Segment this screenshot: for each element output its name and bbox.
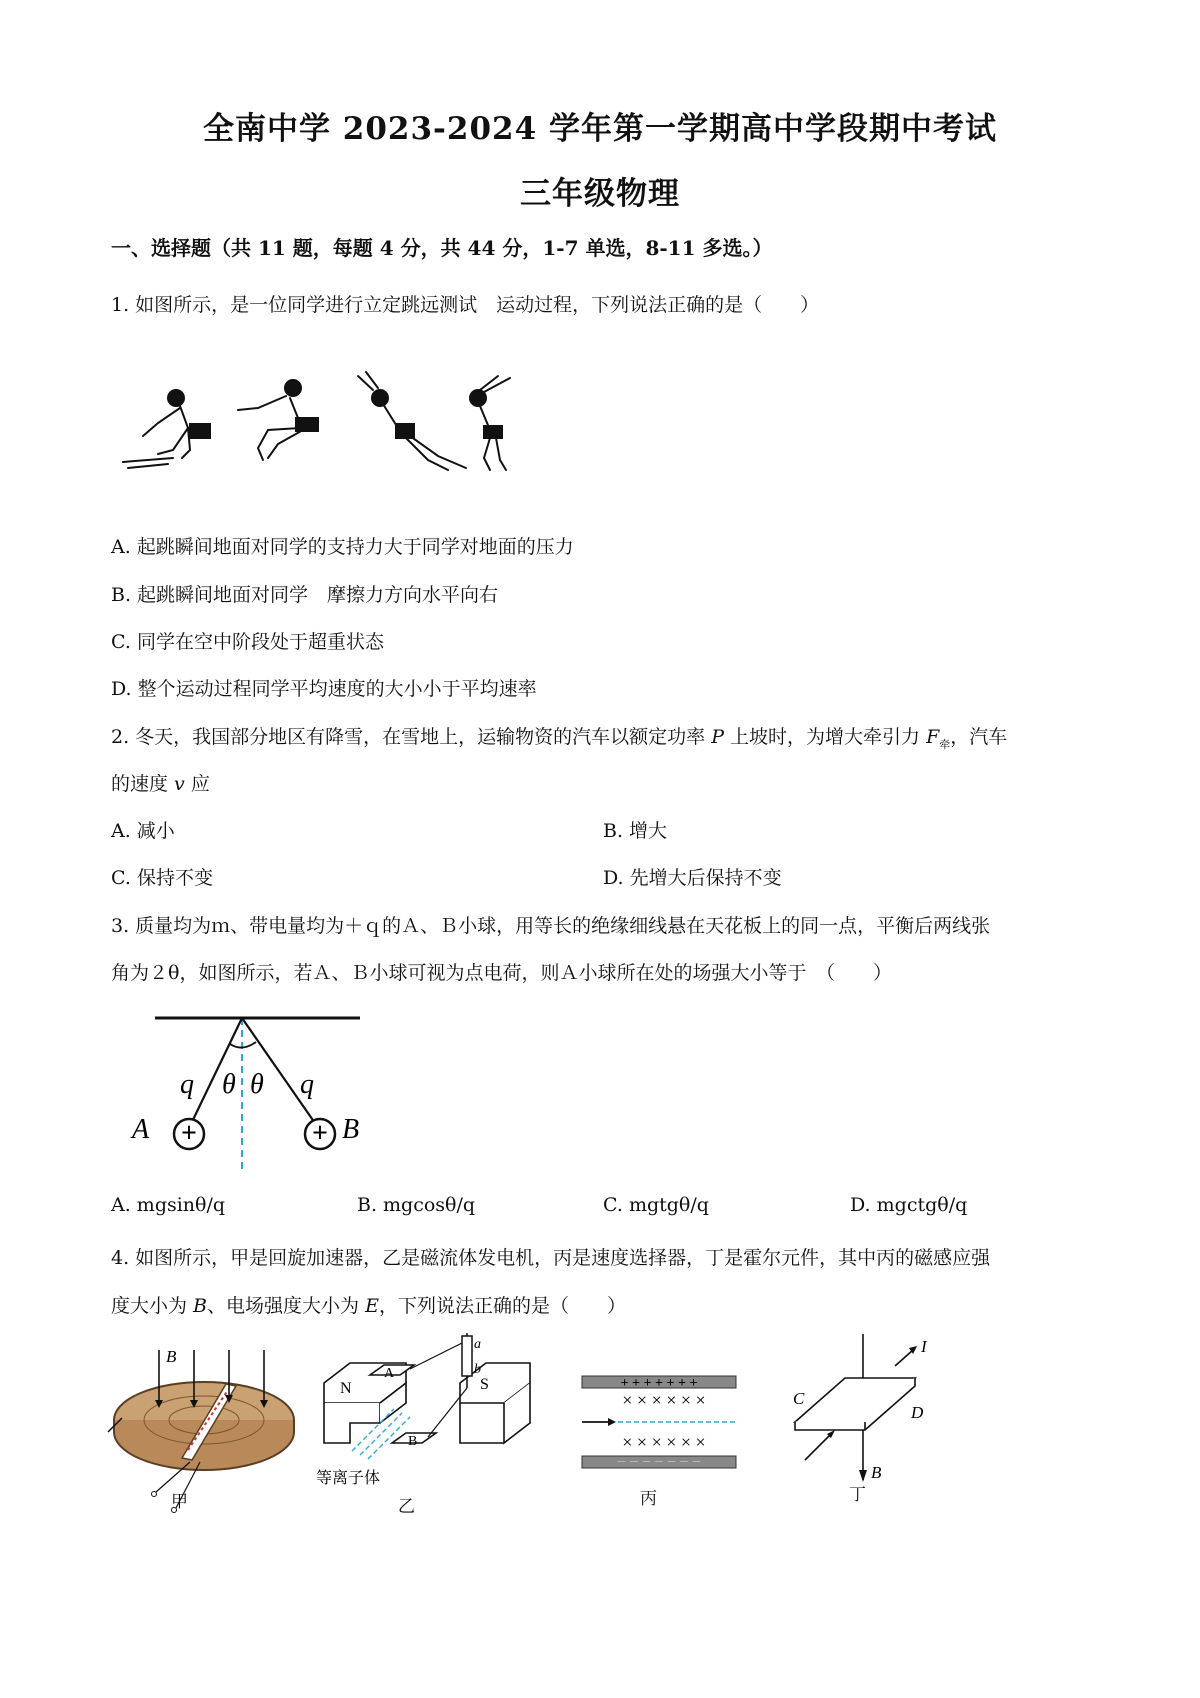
ground-line — [123, 458, 173, 468]
q3-option-b: B. mgcosθ/q — [357, 1194, 476, 1216]
q2-stem-text-c: ，汽车 — [950, 726, 1008, 748]
hall-d-label: D — [911, 1403, 924, 1422]
q3-option-a: A. mgsinθ/q — [111, 1194, 226, 1216]
mhd-plate-a-label: A — [384, 1366, 395, 1381]
velocity-selector-figure — [578, 1372, 740, 1482]
q2-stem-text-d: 的速度 — [111, 773, 175, 795]
q2-stem-line1 — [111, 722, 1007, 752]
section-heading: 一、选择题（共 11 题，每题 4 分，共 44 分，1-7 单选，8-11 多选。） — [111, 236, 773, 260]
positive-plate-signs: + + + + + + + — [620, 1376, 698, 1391]
long-jump-figure — [118, 368, 578, 478]
q2-stem-text-b: 上坡时，为增大牵引力 — [724, 726, 927, 748]
q2-option-c: C. 保持不变 — [111, 867, 213, 889]
caption-bing: 丙 — [640, 1489, 657, 1509]
q2-stem-text-a: 2. 冬天，我国部分地区有降雪，在雪地上，运输物资的汽车以额定功率 — [111, 726, 712, 748]
mhd-terminal-a-label: a — [474, 1337, 481, 1352]
mhd-n-label: N — [340, 1380, 352, 1397]
label-left-charge: q — [180, 1069, 194, 1100]
q4-e-symbol: E — [365, 1295, 379, 1317]
mhd-plasma-label: 等离子体 — [316, 1470, 381, 1487]
mhd-plate-b-label: B — [408, 1434, 418, 1449]
q2-force-symbol: F — [926, 726, 940, 748]
q2-stem-text-e: 应 — [184, 773, 210, 795]
label-ball-a: A — [132, 1114, 150, 1145]
q3-stem-line1: 3. 质量均为ｍ、带电量均为＋ｑ的Ａ、Ｂ小球，用等长的绝缘细线悬在天花板上的同一点，平衡后两线张 — [111, 915, 991, 937]
q1-option-d: D. 整个运动过程同学平均速度的大小小于平均速率 — [111, 678, 537, 700]
cyclotron-b-label: B — [166, 1347, 177, 1366]
q4-stem-line2 — [111, 1291, 626, 1318]
q2-option-b: B. 增大 — [603, 820, 668, 842]
q2-velocity-symbol: v — [174, 773, 185, 795]
label-angle-left: θ — [222, 1069, 236, 1100]
mhd-s-label: S — [480, 1376, 489, 1393]
hall-c-label: C — [793, 1389, 805, 1408]
hall-current-label: I — [921, 1337, 927, 1356]
q4-stem-line1: 4. 如图所示，甲是回旋加速器，乙是磁流体发电机，丙是速度选择器，丁是霍尔元件，其中丙的磁感应强 — [111, 1247, 991, 1269]
q2-force-subscript: 牵 — [939, 737, 951, 751]
q1-option-b: B. 起跳瞬间地面对同学 摩擦力方向水平向右 — [111, 584, 499, 606]
q1-option-c: C. 同学在空中阶段处于超重状态 — [111, 631, 384, 653]
caption-ding: 丁 — [849, 1485, 866, 1505]
label-right-charge: q — [300, 1069, 314, 1100]
label-ball-b: B — [342, 1114, 360, 1145]
q3-option-c: C. mgtgθ/q — [603, 1194, 709, 1216]
q3-option-d: D. mgctgθ/q — [850, 1194, 968, 1216]
field-row-2: × × × × × × — [622, 1432, 706, 1452]
q1-option-a: A. 起跳瞬间地面对同学的支持力大于同学对地面的压力 — [111, 536, 574, 558]
cyclotron-figure — [104, 1340, 304, 1515]
q4-stem-text-a: 度大小为 — [111, 1295, 194, 1317]
label-angle-right: θ — [250, 1069, 264, 1100]
ball-b-plus: + — [312, 1118, 328, 1149]
mhd-generator-figure — [310, 1333, 540, 1503]
exam-subtitle: 三年级物理 — [520, 176, 680, 212]
q2-power-symbol: P — [711, 726, 725, 748]
q1-stem: 1. 如图所示，是一位同学进行立定跳远测试 运动过程，下列说法正确的是（ ） — [111, 294, 820, 316]
pendulum-figure — [130, 1008, 370, 1178]
q2-option-a: A. 减小 — [111, 820, 175, 842]
q2-option-d: D. 先增大后保持不变 — [603, 867, 782, 889]
ball-a-plus: + — [181, 1118, 197, 1149]
negative-plate-signs: － － － － － － － — [616, 1457, 702, 1468]
hall-b-label: B — [871, 1463, 882, 1482]
q4-b-symbol: B — [193, 1295, 208, 1317]
mhd-terminal-b-label: b — [474, 1362, 481, 1377]
q2-stem-line2 — [111, 769, 210, 796]
q4-stem-text-b: 、电场强度大小为 — [207, 1295, 366, 1317]
hall-element-figure — [785, 1330, 935, 1490]
field-row-1: × × × × × × — [622, 1390, 706, 1410]
q4-stem-text-c: ，下列说法正确的是（ ） — [378, 1295, 626, 1317]
caption-jia: 甲 — [171, 1492, 188, 1512]
caption-yi: 乙 — [398, 1497, 415, 1517]
q3-stem-line2: 角为２θ，如图所示，若Ａ、Ｂ小球可视为点电荷，则Ａ小球所在处的场强大小等于 （ ） — [111, 962, 892, 984]
exam-title: 全南中学 2023-2024 学年第一学期高中学段期中考试 — [202, 111, 997, 147]
